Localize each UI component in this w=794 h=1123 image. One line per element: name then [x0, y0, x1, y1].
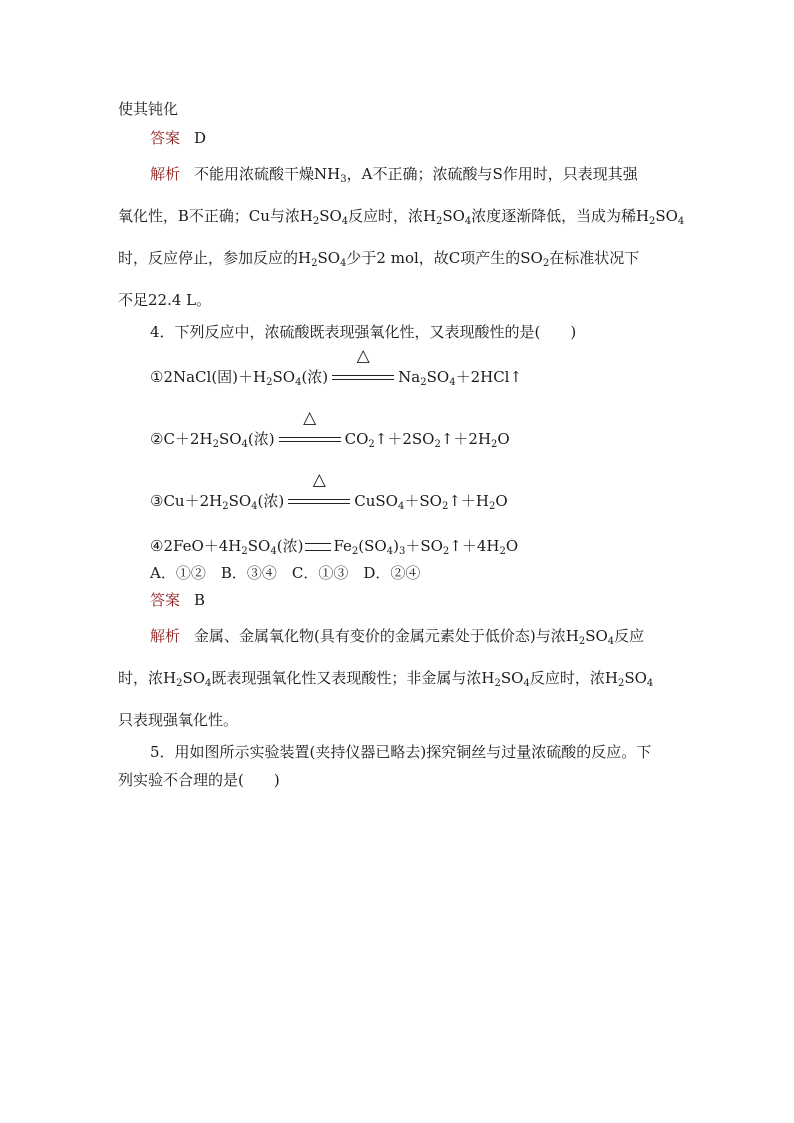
heat-triangle-icon: △ [303, 408, 317, 428]
answer-value: D [194, 129, 207, 147]
reaction-3: $③Cu+2H_2SO_4$(浓) △ $CuSO_4+SO_2↑+H_2O$ [150, 470, 508, 512]
question-5-line-2: 列实验不合理的是( ) [118, 771, 280, 789]
answer-line-q4 [150, 590, 205, 610]
answer-line-q3 [150, 128, 206, 148]
analysis-line-q4-3: 只表现强氧化性。 [118, 711, 239, 729]
analysis-line-q4-2: 时，浓$H_2SO_4$既表现强氧化性又表现酸性；非金属与浓$H_2SO_4$反应时，浓$H_2SO_4$ [118, 669, 654, 689]
heat-triangle-icon: △ [312, 470, 326, 490]
question-4: 4．下列反应中，浓硫酸既表现强氧化性，又表现酸性的是( ) [150, 323, 577, 341]
analysis-line-q3-2: 氧化性，B不正确；Cu与浓$H_2SO_4$反应时，浓$H_2SO_4$浓度逐渐降低，当成为稀$H_2SO_4$ [118, 207, 685, 227]
heat-arrow [332, 346, 394, 388]
reaction-4: $④2FeO+4H_2SO_4$(浓) $Fe_2(SO_4)_3+SO_2↑+4H_2O$ [150, 537, 519, 557]
equals-sign [305, 543, 331, 551]
question-5-line-1: 5．用如图所示实验装置(夹持仪器已略去)探究铜丝与过量浓硫酸的反应。下 [150, 743, 652, 761]
heat-arrow [288, 470, 350, 512]
reaction-1: ①2NaCl(固)$+H_2SO_4$(浓) △ $Na_2SO_4+2HCl↑$ [150, 346, 523, 388]
options-q4: A．①② B．③④ C．①③ D．②④ [150, 564, 421, 582]
reaction-2: $②C+2H_2SO_4$(浓) △ $CO_2↑+2SO_2↑+2H_2O$ [150, 408, 510, 450]
analysis-label: 解析 [150, 165, 181, 183]
text-line-1: 使其钝化 [118, 100, 179, 118]
answer-value: B [194, 591, 206, 609]
analysis-line-q3-3: 时，反应停止，参加反应的$H_2SO_4$少于2 mol，故C项产生的$SO_2$在标准状况下 [118, 249, 640, 269]
analysis-line-q3-4: 不足22.4 L。 [118, 291, 212, 309]
answer-label: 答案 [150, 591, 181, 609]
analysis-line-q3-1: 解析 不能用浓硫酸干燥$NH_3$，A不正确；浓硫酸与S作用时，只表现其强 [150, 165, 638, 185]
analysis-label: 解析 [150, 627, 181, 645]
answer-label: 答案 [150, 129, 181, 147]
heat-triangle-icon: △ [356, 346, 370, 366]
heat-arrow [279, 408, 341, 450]
analysis-line-q4-1: 解析 金属、金属氧化物(具有变价的金属元素处于低价态)与浓$H_2SO_4$反应 [150, 627, 645, 647]
